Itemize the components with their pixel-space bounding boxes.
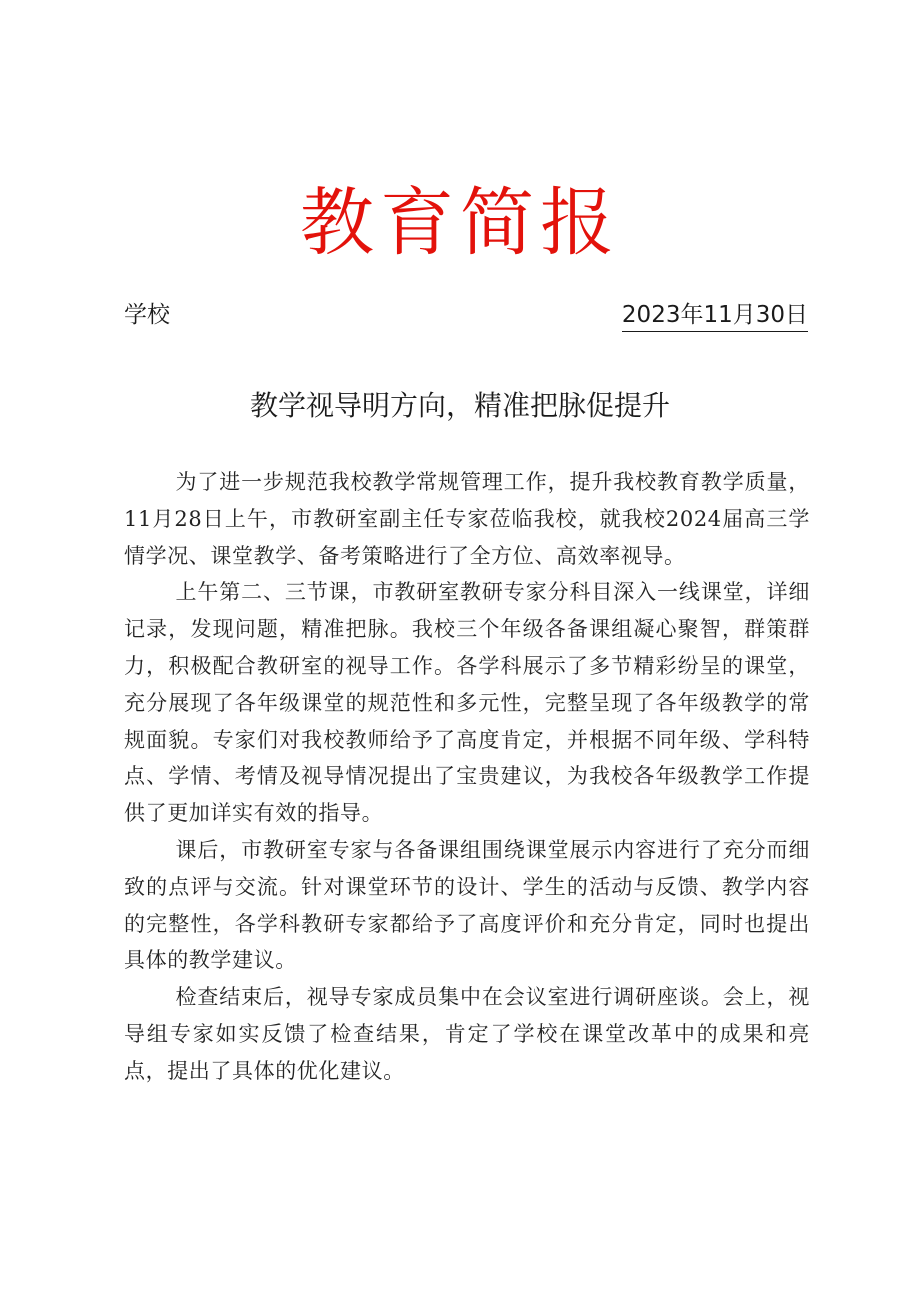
article-body	[124, 464, 810, 1090]
paragraph-4: 检查结束后，视导专家成员集中在会议室进行调研座谈。会上，视导组专家如实反馈了检查结果，肯定了学校在课堂改革中的成果和亮点，提出了具体的优化建议。	[124, 985, 810, 1083]
paragraph-2: 上午第二、三节课，市教研室教研专家分科目深入一线课堂，详细记录，发现问题，精准把脉。我校三个年级各备课组凝心聚智，群策群力，积极配合教研室的视导工作。各学科展示了多节精彩纷呈的课堂，充分展现了各年级课堂的规范性和多元性，完整呈现了各年级教学的常规面貌。专家们对我校教师给予了高度肯定，并根据不同年级、学科特点、学情、考情及视导情况提出了宝贵建议，为我校各年级教学工作提供了更加详实有效的指导。	[124, 580, 810, 826]
issue-date: 2023年11月30日	[622, 300, 808, 332]
meta-row	[124, 300, 808, 332]
paragraph-3: 课后，市教研室专家与各备课组围绕课堂展示内容进行了充分而细致的点评与交流。针对课堂环节的设计、学生的活动与反馈、教学内容的完整性，各学科教研专家都给予了高度评价和充分肯定，同时也提出具体的教学建议。	[124, 837, 810, 973]
paragraph-1: 为了进一步规范我校教学常规管理工作，提升我校教育教学质量，11月28日上午，市教研室副主任专家莅临我校，就我校2024届高三学情学况、课堂教学、备考策略进行了全方位、高效率视导。	[124, 470, 810, 568]
school-label: 学校	[124, 302, 170, 328]
article-headline: 教学视导明方向，精准把脉促提升	[249, 389, 670, 422]
masthead-title: 教育简报	[300, 180, 620, 266]
